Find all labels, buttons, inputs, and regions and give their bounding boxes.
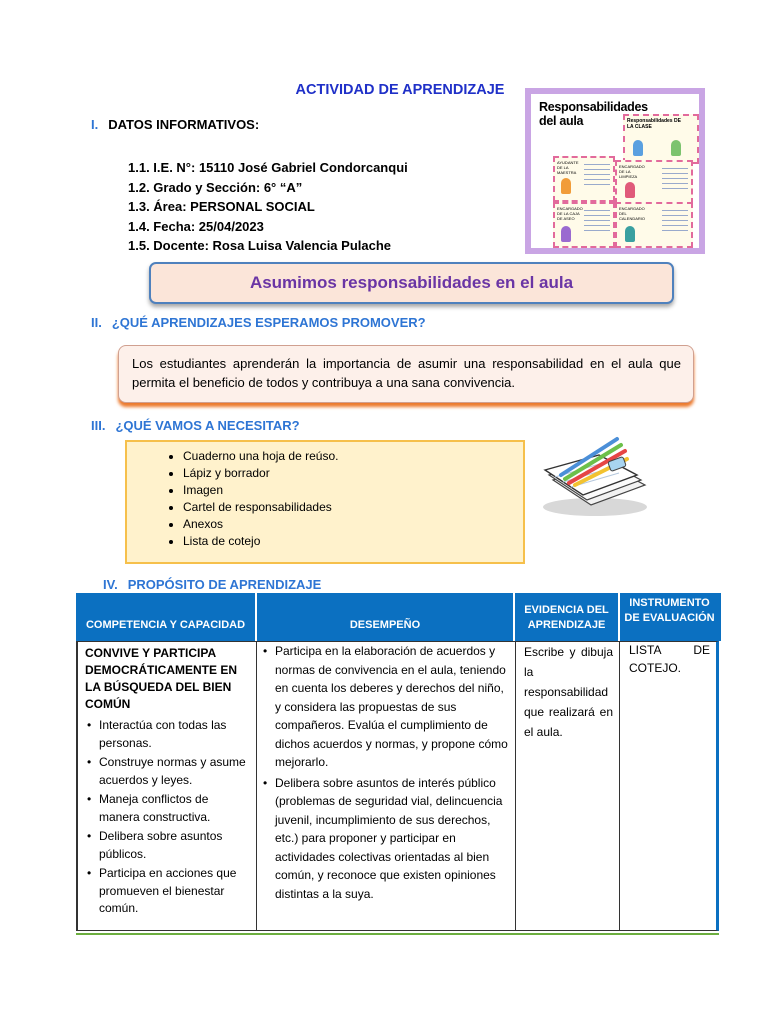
poster-card: ENCARGADO DEL CALENDARIO <box>615 202 693 248</box>
learning-goal-text: Los estudiantes aprenderán la importancia de asumir una responsabilidad en el aula que permita el beneficio de todos y contribuya a una sana convivencia. <box>132 356 681 390</box>
list-item: • Delibera sobre asuntos públicos. <box>85 828 250 863</box>
section-number: IV. <box>103 577 118 592</box>
list-item: • Construye normas y asume acuerdos y leyes. <box>85 754 250 789</box>
section-heading-proposito <box>103 577 321 592</box>
info-item-ie: 1.1. I.E. N°: 15110 José Gabriel Condorcanqui <box>128 160 408 175</box>
section-heading-datos <box>91 117 259 132</box>
table-header-evidencia: EVIDENCIA DEL APRENDIZAJE <box>515 593 618 641</box>
table-bottom-border <box>76 933 719 935</box>
info-list <box>128 158 408 256</box>
list-item: • Cartel de responsabilidades <box>183 499 523 516</box>
poster-card: Responsabilidades DE LA CLASE <box>623 114 699 164</box>
list-item: • Delibera sobre asuntos de interés público (problemas de seguridad vial, delincuencia juvenil, incumplimiento de sus derechos, etc.) para proponer y participar en actividades colectivas orientadas al bien común, y reconoce que existen opiniones distintas a la suya. <box>261 774 511 904</box>
info-item-docente: 1.5. Docente: Rosa Luisa Valencia Pulache <box>128 238 391 253</box>
section-number: II. <box>91 315 102 330</box>
list-item: • Interactúa con todas las personas. <box>85 717 250 752</box>
info-item-area: 1.3. Área: PERSONAL SOCIAL <box>128 199 315 214</box>
section-heading-necesitar <box>91 418 300 433</box>
poster-card: AYUDANTE DE LA MAESTRA <box>553 156 615 202</box>
session-title-banner <box>149 262 674 304</box>
materials-list <box>127 442 523 550</box>
list-item: • Imagen <box>183 482 523 499</box>
table-header-instrumento: INSTRUMENTO DE EVALUACIÓN <box>620 593 721 641</box>
poster-card: ENCARGADO DE LA LIMPIEZA <box>615 160 693 204</box>
purpose-table <box>76 593 719 935</box>
section-label: PROPÓSITO DE APRENDIZAJE <box>127 577 322 592</box>
table-cell-desempeno <box>256 641 516 931</box>
table-cell-instrumento <box>619 641 719 931</box>
session-title: Asumimos responsabilidades en el aula <box>249 273 574 292</box>
info-item-grado: 1.2. Grado y Sección: 6° “A” <box>128 179 303 195</box>
document-title: ACTIVIDAD DE APRENDIZAJE <box>295 82 505 98</box>
list-item: • Cuaderno una hoja de reúso. <box>183 448 523 465</box>
evidencia-text: Escribe y dibuja la responsabilidad que realizará en el aula. <box>524 645 613 739</box>
list-item: • Anexos <box>183 516 523 533</box>
section-label: DATOS INFORMATIVOS: <box>108 117 260 132</box>
list-item: • Lápiz y borrador <box>183 465 523 482</box>
competencia-title: CONVIVE Y PARTICIPA DEMOCRÁTICAMENTE EN LA BÚSQUEDA DEL BIEN COMÚN <box>85 646 237 711</box>
instrumento-text: LISTA DE COTEJO. <box>629 643 710 675</box>
section-number: III. <box>91 418 106 433</box>
section-number: I. <box>91 117 99 132</box>
poster-card: ENCARGADO DE LA CAJA DE ASEO <box>553 202 615 248</box>
section-label: ¿QUÉ VAMOS A NECESITAR? <box>115 418 300 433</box>
notebook-pencils-image <box>535 425 653 520</box>
materials-box <box>125 440 525 564</box>
responsibilities-poster-image <box>525 88 705 254</box>
learning-goal-box <box>118 345 694 403</box>
list-item: • Participa en la elaboración de acuerdos y normas de convivencia en el aula, teniendo en cuenta los deberes y derechos del niño, y considera las propuestas de sus compañeros. Evalúa el cumplimiento de dichos acuerdos y normas, y propone cómo mejorarlo. <box>261 642 511 772</box>
table-cell-competencia <box>76 641 257 931</box>
list-item: • Maneja conflictos de manera constructiva. <box>85 791 250 826</box>
table-cell-evidencia <box>515 641 620 931</box>
table-header-competencia: COMPETENCIA Y CAPACIDAD <box>76 593 255 641</box>
list-item: • Participa en acciones que promueven el bienestar común. <box>85 865 250 918</box>
list-item: • Lista de cotejo <box>183 533 523 550</box>
info-item-fecha: 1.4. Fecha: 25/04/2023 <box>128 218 264 234</box>
table-header-desempeno: DESEMPEÑO <box>257 593 513 641</box>
poster-title: Responsabilidades del aula <box>539 100 648 128</box>
section-label: ¿QUÉ APRENDIZAJES ESPERAMOS PROMOVER? <box>111 315 426 330</box>
section-heading-aprendizajes <box>91 315 426 330</box>
